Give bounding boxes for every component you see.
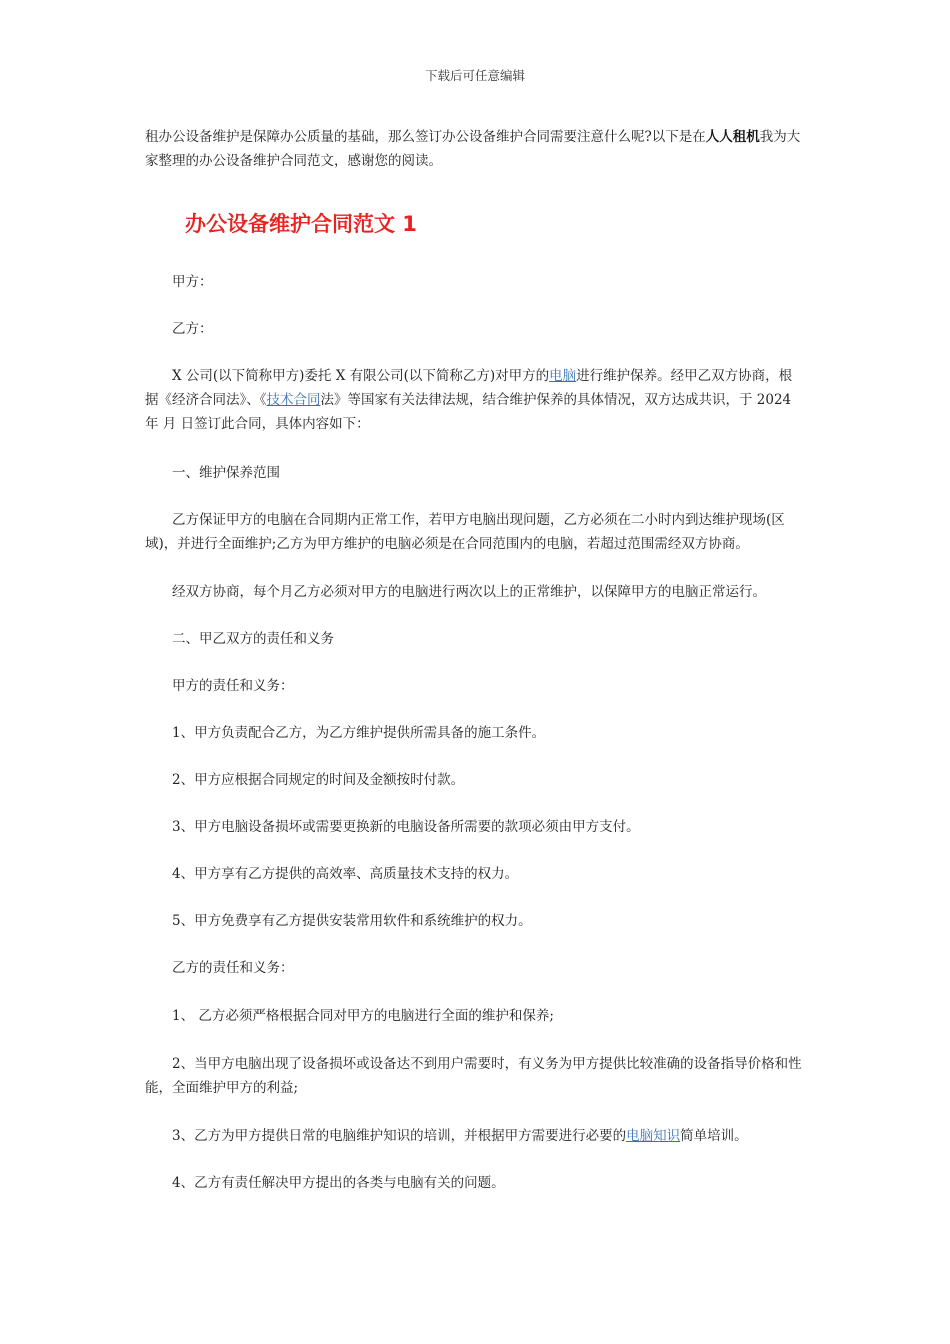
party-b-label: 乙方： <box>172 321 213 337</box>
party-a-item-5: 5、甲方免费享有乙方提供安装常用软件和系统维护的权力。 <box>172 913 532 929</box>
preamble-part3: 法》等国家有关法律法规，结合维护保养的具体情况，双方达成共识，于 2024 年 月 日签订此合同，具体内容如下： <box>145 392 792 432</box>
party-b-item-3-text-after: 简单培训。 <box>680 1128 748 1144</box>
intro-text: 租办公设备维护是保障办公质量的基础，那么签订办公设备维护合同需要注意什么呢?以下是在 <box>145 129 706 145</box>
header-note: 下载后可任意编辑 <box>424 68 525 83</box>
section1-heading: 一、维护保养范围 <box>172 465 280 481</box>
party-a-item-1: 1、甲方负责配合乙方，为乙方维护提供所需具备的施工条件。 <box>172 725 546 741</box>
intro-paragraph <box>145 125 805 173</box>
party-b-item-1: 1、 乙方必须严格根据合同对甲方的电脑进行全面的维护和保养; <box>172 1008 554 1024</box>
document-title: 办公设备维护合同范文 1 <box>185 212 417 236</box>
computer-link[interactable]: 电脑 <box>549 368 577 384</box>
section1-paragraph1: 乙方保证甲方的电脑在合同期内正常工作，若甲方电脑出现问题，乙方必须在二小时内到达维护现场(区域)，并进行全面维护;乙方为甲方维护的电脑必须是在合同范围内的电脑，若超过范围需经双方协商。 <box>145 512 785 552</box>
section1-paragraph2: 经双方协商，每个月乙方必须对甲方的电脑进行两次以上的正常维护，以保障甲方的电脑正常运行。 <box>172 584 766 600</box>
intro-bold: 人人租机 <box>705 129 760 145</box>
party-a-duties-heading: 甲方的责任和义务： <box>172 678 294 694</box>
party-b-item-4: 4、乙方有责任解决甲方提出的各类与电脑有关的问题。 <box>172 1175 505 1191</box>
section2-heading: 二、甲乙双方的责任和义务 <box>172 631 334 647</box>
party-a-item-4: 4、甲方享有乙方提供的高效率、高质量技术支持的权力。 <box>172 866 519 882</box>
tech-contract-link[interactable]: 技术合同 <box>266 392 321 408</box>
party-b-item-3-text: 3、乙方为甲方提供日常的电脑维护知识的培训，并根据甲方需要进行必要的 <box>172 1128 627 1144</box>
party-b-item-2: 2、当甲方电脑出现了设备损坏或设备达不到用户需要时，有义务为甲方提供比较准确的设备指导价格和性能，全面维护甲方的利益; <box>145 1056 802 1096</box>
intro-text-after: 我为大家整理的办公设备维护合同范文，感谢您的阅读。 <box>145 129 801 169</box>
computer-knowledge-link[interactable]: 电脑知识 <box>626 1128 681 1144</box>
party-a-item-2: 2、甲方应根据合同规定的时间及金额按时付款。 <box>172 772 465 788</box>
party-a-label: 甲方： <box>172 274 213 290</box>
preamble-paragraph <box>145 364 805 436</box>
party-b-duties-heading: 乙方的责任和义务： <box>172 960 294 976</box>
preamble-part1: X 公司(以下简称甲方)委托 X 有限公司(以下简称乙方)对甲方的 <box>172 368 550 384</box>
preamble-part2: 进行维护保养。经甲乙双方协商，根据《经济合同法》、《 <box>145 368 793 408</box>
party-b-item-3 <box>145 1124 805 1148</box>
party-a-item-3: 3、甲方电脑设备损坏或需要更换新的电脑设备所需要的款项必须由甲方支付。 <box>172 819 640 835</box>
